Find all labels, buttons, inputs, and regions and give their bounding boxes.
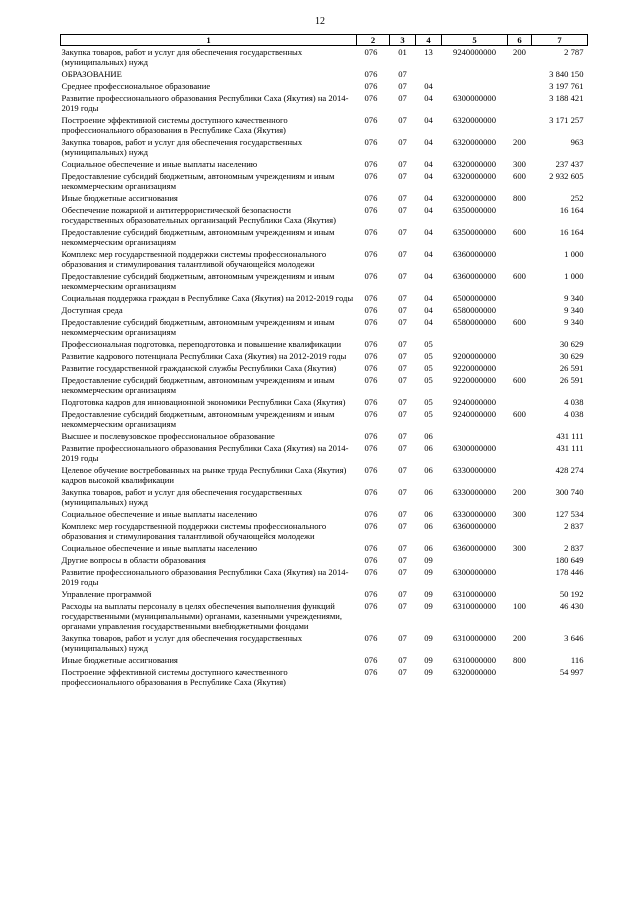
- column-header: 7: [532, 35, 588, 46]
- table-row: [61, 554, 588, 566]
- column-header: 6: [508, 35, 532, 46]
- row-expense-type: [508, 350, 532, 362]
- row-subsection: 09: [424, 589, 433, 599]
- row-target-article: 6320000000: [453, 193, 496, 203]
- row-name: Закупка товаров, работ и услуг для обеспечения государственных (муниципальных) нужд: [61, 487, 303, 507]
- table-row: [61, 80, 588, 92]
- row-subsection: 06: [424, 543, 433, 553]
- row-admin-code: 076: [364, 633, 378, 643]
- row-section: 07: [398, 601, 407, 611]
- row-amount: 1 000: [564, 249, 584, 259]
- row-section: 07: [398, 397, 407, 407]
- row-expense-type: [508, 666, 532, 688]
- row-admin-code: 076: [364, 409, 378, 419]
- row-target-article: 6330000000: [453, 465, 496, 475]
- row-subsection: 09: [424, 633, 433, 643]
- row-target-article: [442, 338, 508, 350]
- row-expense-type: [508, 304, 532, 316]
- row-amount: 2 932 605: [549, 171, 584, 181]
- row-expense-type: 600: [513, 171, 526, 181]
- row-admin-code: 076: [364, 567, 378, 577]
- table-row: [61, 338, 588, 350]
- row-expense-type: 200: [513, 487, 526, 497]
- row-amount: 54 997: [559, 667, 584, 677]
- row-expense-type: 200: [513, 47, 526, 57]
- row-section: 07: [398, 271, 407, 281]
- row-name: Закупка товаров, работ и услуг для обеспечения государственных (муниципальных) нужд: [61, 633, 303, 653]
- table-row: [61, 600, 588, 632]
- row-admin-code: 076: [364, 667, 378, 677]
- row-name: Закупка товаров, работ и услуг для обеспечения государственных (муниципальных) нужд: [61, 47, 303, 67]
- row-expense-type: [508, 292, 532, 304]
- row-amount: 127 534: [555, 509, 584, 519]
- row-admin-code: 076: [364, 397, 378, 407]
- table-row: [61, 442, 588, 464]
- row-name: ОБРАЗОВАНИЕ: [61, 69, 122, 79]
- row-name: Предоставление субсидий бюджетным, автономным учреждениям и иным некоммерческим организациям: [61, 375, 335, 395]
- row-section: 07: [398, 205, 407, 215]
- row-target-article: [442, 68, 508, 80]
- table-row: [61, 248, 588, 270]
- row-admin-code: 076: [364, 69, 378, 79]
- row-section: 07: [398, 465, 407, 475]
- row-expense-type: 300: [513, 159, 526, 169]
- row-section: 07: [398, 567, 407, 577]
- row-target-article: 6310000000: [453, 601, 496, 611]
- row-subsection: 06: [424, 443, 433, 453]
- row-name: Другие вопросы в области образования: [61, 555, 206, 565]
- row-amount: 2 787: [564, 47, 584, 57]
- row-target-article: 6310000000: [453, 589, 496, 599]
- row-target-article: [442, 430, 508, 442]
- row-target-article: [442, 554, 508, 566]
- row-subsection: 04: [424, 305, 433, 315]
- row-subsection: 06: [424, 465, 433, 475]
- row-subsection: 05: [424, 409, 433, 419]
- row-admin-code: 076: [364, 431, 378, 441]
- row-amount: 3 188 421: [549, 93, 584, 103]
- row-admin-code: 076: [364, 521, 378, 531]
- row-subsection: 05: [424, 339, 433, 349]
- row-admin-code: 076: [364, 205, 378, 215]
- row-admin-code: 076: [364, 509, 378, 519]
- row-subsection: 09: [424, 667, 433, 677]
- row-name: Развитие кадрового потенциала Республики Саха (Якутия) на 2012-2019 годы: [61, 351, 347, 361]
- budget-table: [60, 34, 588, 688]
- row-target-article: 6320000000: [453, 667, 496, 677]
- row-name: Предоставление субсидий бюджетным, автономным учреждениям и иным некоммерческим организациям: [61, 271, 335, 291]
- row-section: 07: [398, 317, 407, 327]
- table-row: [61, 304, 588, 316]
- row-expense-type: 600: [513, 227, 526, 237]
- row-amount: 30 629: [559, 351, 584, 361]
- row-admin-code: 076: [364, 351, 378, 361]
- row-name: Социальное обеспечение и иные выплаты населению: [61, 159, 258, 169]
- row-name: Комплекс мер государственной поддержки системы профессионального образования и стимулирования талантливой обучающейся молодежи: [61, 521, 327, 541]
- row-target-article: 6320000000: [453, 159, 496, 169]
- row-name: Целевое обучение востребованных на рынке труда Республики Саха (Якутия) кадров высокой квалификации: [61, 465, 347, 485]
- table-row: [61, 632, 588, 654]
- row-amount: 3 197 761: [549, 81, 584, 91]
- row-target-article: 9200000000: [453, 351, 496, 361]
- row-section: 07: [398, 409, 407, 419]
- table-row: [61, 396, 588, 408]
- row-amount: 180 649: [555, 555, 584, 565]
- row-amount: 16 164: [559, 227, 584, 237]
- row-amount: 46 430: [559, 601, 584, 611]
- row-admin-code: 076: [364, 375, 378, 385]
- table-row: [61, 486, 588, 508]
- row-amount: 2 837: [564, 521, 584, 531]
- table-row: [61, 654, 588, 666]
- row-amount: 16 164: [559, 205, 584, 215]
- row-name: Предоставление субсидий бюджетным, автономным учреждениям и иным некоммерческим организациям: [61, 227, 335, 247]
- row-target-article: 9240000000: [453, 47, 496, 57]
- row-name: Социальная поддержка граждан в Республике Саха (Якутия) на 2012-2019 годы: [61, 293, 354, 303]
- row-target-article: 6320000000: [453, 115, 496, 125]
- row-target-article: 6300000000: [453, 93, 496, 103]
- table-row: [61, 192, 588, 204]
- row-target-article: 6500000000: [453, 293, 496, 303]
- row-expense-type: [508, 338, 532, 350]
- row-subsection: 04: [424, 93, 433, 103]
- row-target-article: [442, 80, 508, 92]
- row-name: Расходы на выплаты персоналу в целях обеспечения выполнения функций государственными (муниципальными) органами, казенными учреждениями, органами управления государственными внебюджетными фондами: [61, 601, 343, 631]
- row-name: Подготовка кадров для инновационной экономики Республики Саха (Якутия): [61, 397, 346, 407]
- row-amount: 300 740: [555, 487, 584, 497]
- row-admin-code: 076: [364, 227, 378, 237]
- row-amount: 30 629: [559, 339, 584, 349]
- row-target-article: 6360000000: [453, 543, 496, 553]
- row-target-article: 6300000000: [453, 443, 496, 453]
- table-row: [61, 350, 588, 362]
- row-amount: 252: [570, 193, 584, 203]
- row-amount: 431 111: [556, 443, 584, 453]
- row-amount: 9 340: [564, 293, 584, 303]
- row-name: Среднее профессиональное образование: [61, 81, 211, 91]
- row-expense-type: [508, 520, 532, 542]
- row-target-article: 6310000000: [453, 633, 496, 643]
- row-name: Развитие профессионального образования Республики Саха (Якутия) на 2014-2019 годы: [61, 93, 349, 113]
- row-subsection: 04: [424, 317, 433, 327]
- row-admin-code: 076: [364, 81, 378, 91]
- row-section: 07: [398, 375, 407, 385]
- row-section: 07: [398, 521, 407, 531]
- row-expense-type: 600: [513, 271, 526, 281]
- row-name: Доступная среда: [61, 305, 123, 315]
- row-admin-code: 076: [364, 249, 378, 259]
- row-subsection: 09: [424, 601, 433, 611]
- row-admin-code: 076: [364, 159, 378, 169]
- table-row: [61, 520, 588, 542]
- row-admin-code: 076: [364, 487, 378, 497]
- row-amount: 178 446: [555, 567, 584, 577]
- row-expense-type: 200: [513, 137, 526, 147]
- row-admin-code: 076: [364, 555, 378, 565]
- row-subsection: 04: [424, 293, 433, 303]
- row-admin-code: 076: [364, 171, 378, 181]
- row-admin-code: 076: [364, 317, 378, 327]
- row-subsection: 06: [424, 431, 433, 441]
- row-section: 07: [398, 555, 407, 565]
- row-target-article: 6360000000: [453, 249, 496, 259]
- row-section: 07: [398, 351, 407, 361]
- row-name: Развитие профессионального образования Республики Саха (Якутия) на 2014-2019 годы: [61, 567, 349, 587]
- row-name: Построение эффективной системы доступного качественного профессионального образования в Республике Саха (Якутия): [61, 115, 288, 135]
- row-admin-code: 076: [364, 137, 378, 147]
- row-name: Обеспечение пожарной и антитеррористической безопасности государственных образовательных организаций Республики Саха (Якутия): [61, 205, 336, 225]
- table-row: [61, 430, 588, 442]
- row-subsection: 04: [424, 81, 433, 91]
- row-target-article: 6330000000: [453, 487, 496, 497]
- row-section: 07: [398, 93, 407, 103]
- row-section: 07: [398, 81, 407, 91]
- row-name: Построение эффективной системы доступного качественного профессионального образования в Республике Саха (Якутия): [61, 667, 288, 687]
- row-target-article: 9240000000: [453, 409, 496, 419]
- row-name: Иные бюджетные ассигнования: [61, 193, 178, 203]
- row-expense-type: 300: [513, 543, 526, 553]
- row-name: Развитие государственной гражданской службы Республики Саха (Якутия): [61, 363, 337, 373]
- row-expense-type: [508, 362, 532, 374]
- row-section: 07: [398, 509, 407, 519]
- row-section: 07: [398, 115, 407, 125]
- row-subsection: 04: [424, 193, 433, 203]
- row-expense-type: [508, 464, 532, 486]
- row-subsection: 09: [424, 555, 433, 565]
- row-admin-code: 076: [364, 271, 378, 281]
- row-expense-type: 600: [513, 375, 526, 385]
- row-expense-type: [508, 80, 532, 92]
- row-expense-type: [508, 566, 532, 588]
- row-expense-type: 800: [513, 193, 526, 203]
- row-name: Профессиональная подготовка, переподготовка и повышение квалификации: [61, 339, 342, 349]
- row-section: 07: [398, 589, 407, 599]
- row-expense-type: [508, 396, 532, 408]
- row-amount: 50 192: [559, 589, 584, 599]
- row-subsection: 09: [424, 567, 433, 577]
- row-section: 07: [398, 633, 407, 643]
- row-section: 07: [398, 293, 407, 303]
- row-target-article: 6360000000: [453, 271, 496, 281]
- table-row: [61, 204, 588, 226]
- row-amount: 1 000: [564, 271, 584, 281]
- row-amount: 3 171 257: [549, 115, 584, 125]
- row-expense-type: [508, 204, 532, 226]
- row-admin-code: 076: [364, 93, 378, 103]
- column-header: 5: [442, 35, 508, 46]
- row-expense-type: 600: [513, 409, 526, 419]
- row-section: 07: [398, 137, 407, 147]
- row-admin-code: 076: [364, 601, 378, 611]
- row-subsection: 04: [424, 249, 433, 259]
- column-header: 4: [416, 35, 442, 46]
- row-subsection: 09: [424, 655, 433, 665]
- column-header: 1: [61, 35, 357, 46]
- table-row: [61, 136, 588, 158]
- row-target-article: 6320000000: [453, 137, 496, 147]
- table-row: [61, 316, 588, 338]
- table-row: [61, 508, 588, 520]
- row-subsection: 04: [424, 115, 433, 125]
- row-section: 01: [398, 47, 407, 57]
- table-row: [61, 566, 588, 588]
- row-admin-code: 076: [364, 655, 378, 665]
- table-row: [61, 362, 588, 374]
- row-amount: 431 111: [556, 431, 584, 441]
- row-amount: 3 840 150: [549, 69, 584, 79]
- row-subsection: 04: [424, 159, 433, 169]
- page-number: 12: [315, 16, 325, 27]
- row-target-article: 9240000000: [453, 397, 496, 407]
- row-target-article: 6350000000: [453, 227, 496, 237]
- row-section: 07: [398, 339, 407, 349]
- table-row: [61, 374, 588, 396]
- row-target-article: 9220000000: [453, 363, 496, 373]
- row-amount: 116: [570, 655, 584, 665]
- row-section: 07: [398, 443, 407, 453]
- row-subsection: 04: [424, 171, 433, 181]
- row-amount: 9 340: [564, 305, 584, 315]
- row-name: Социальное обеспечение и иные выплаты населению: [61, 509, 258, 519]
- row-section: 07: [398, 69, 407, 79]
- row-target-article: 6310000000: [453, 655, 496, 665]
- row-subsection: 06: [424, 487, 433, 497]
- row-target-article: 6580000000: [453, 305, 496, 315]
- row-name: Предоставление субсидий бюджетным, автономным учреждениям и иным некоммерческим организациям: [61, 317, 335, 337]
- row-expense-type: [508, 248, 532, 270]
- row-target-article: 6360000000: [453, 521, 496, 531]
- table-row: [61, 114, 588, 136]
- row-section: 07: [398, 171, 407, 181]
- row-admin-code: 076: [364, 193, 378, 203]
- row-name: Предоставление субсидий бюджетным, автономным учреждениям и иным некоммерческим организациям: [61, 171, 335, 191]
- row-amount: 26 591: [559, 363, 584, 373]
- row-admin-code: 076: [364, 363, 378, 373]
- row-admin-code: 076: [364, 339, 378, 349]
- row-subsection: 05: [424, 351, 433, 361]
- table-row: [61, 170, 588, 192]
- row-amount: 26 591: [559, 375, 584, 385]
- row-name: Социальное обеспечение и иные выплаты населению: [61, 543, 258, 553]
- row-admin-code: 076: [364, 465, 378, 475]
- row-target-article: 9220000000: [453, 375, 496, 385]
- row-subsection: 13: [424, 47, 433, 57]
- row-subsection: 06: [424, 509, 433, 519]
- row-subsection: [416, 68, 442, 80]
- row-target-article: 6350000000: [453, 205, 496, 215]
- row-name: Закупка товаров, работ и услуг для обеспечения государственных (муниципальных) нужд: [61, 137, 303, 157]
- row-section: 07: [398, 159, 407, 169]
- row-expense-type: [508, 68, 532, 80]
- row-expense-type: [508, 554, 532, 566]
- row-name: Предоставление субсидий бюджетным, автономным учреждениям и иным некоммерческим организациям: [61, 409, 335, 429]
- table-row: [61, 68, 588, 80]
- row-subsection: 04: [424, 271, 433, 281]
- row-admin-code: 076: [364, 543, 378, 553]
- table-row: [61, 666, 588, 688]
- row-section: 07: [398, 667, 407, 677]
- row-section: 07: [398, 431, 407, 441]
- row-target-article: 6580000000: [453, 317, 496, 327]
- row-admin-code: 076: [364, 115, 378, 125]
- row-amount: 3 646: [564, 633, 584, 643]
- row-amount: 9 340: [564, 317, 584, 327]
- row-subsection: 04: [424, 137, 433, 147]
- row-admin-code: 076: [364, 443, 378, 453]
- table-row: [61, 270, 588, 292]
- row-expense-type: [508, 442, 532, 464]
- table-row: [61, 226, 588, 248]
- row-expense-type: 100: [513, 601, 526, 611]
- row-target-article: 6320000000: [453, 171, 496, 181]
- row-section: 07: [398, 655, 407, 665]
- row-section: 07: [398, 249, 407, 259]
- row-expense-type: [508, 430, 532, 442]
- row-admin-code: 076: [364, 305, 378, 315]
- row-amount: 428 274: [555, 465, 584, 475]
- row-amount: 4 038: [564, 397, 584, 407]
- row-expense-type: 800: [513, 655, 526, 665]
- row-section: 07: [398, 363, 407, 373]
- table-row: [61, 292, 588, 304]
- row-subsection: 04: [424, 205, 433, 215]
- row-subsection: 05: [424, 363, 433, 373]
- table-row: [61, 46, 588, 69]
- row-section: 07: [398, 487, 407, 497]
- table-row: [61, 542, 588, 554]
- row-target-article: 6330000000: [453, 509, 496, 519]
- row-name: Развитие профессионального образования Республики Саха (Якутия) на 2014-2019 годы: [61, 443, 349, 463]
- table-body: [61, 46, 588, 689]
- row-subsection: 06: [424, 521, 433, 531]
- row-expense-type: [508, 588, 532, 600]
- table-row: [61, 464, 588, 486]
- row-amount: 963: [570, 137, 584, 147]
- row-name: Управление программой: [61, 589, 152, 599]
- table-row: [61, 588, 588, 600]
- row-subsection: 05: [424, 397, 433, 407]
- table-row: [61, 92, 588, 114]
- row-section: 07: [398, 193, 407, 203]
- table-row: [61, 158, 588, 170]
- row-subsection: 05: [424, 375, 433, 385]
- row-name: Высшее и послевузовское профессиональное образование: [61, 431, 275, 441]
- row-amount: 237 437: [555, 159, 584, 169]
- row-section: 07: [398, 305, 407, 315]
- row-expense-type: 300: [513, 509, 526, 519]
- column-header: 3: [390, 35, 416, 46]
- row-subsection: 04: [424, 227, 433, 237]
- row-section: 07: [398, 227, 407, 237]
- row-expense-type: 600: [513, 317, 526, 327]
- row-admin-code: 076: [364, 293, 378, 303]
- row-expense-type: 200: [513, 633, 526, 643]
- row-amount: 2 837: [564, 543, 584, 553]
- row-name: Иные бюджетные ассигнования: [61, 655, 178, 665]
- row-expense-type: [508, 92, 532, 114]
- row-expense-type: [508, 114, 532, 136]
- table-row: [61, 408, 588, 430]
- row-name: Комплекс мер государственной поддержки системы профессионального образования и стимулирования талантливой обучающейся молодежи: [61, 249, 327, 269]
- column-header: 2: [357, 35, 390, 46]
- row-target-article: 6300000000: [453, 567, 496, 577]
- row-amount: 4 038: [564, 409, 584, 419]
- row-section: 07: [398, 543, 407, 553]
- row-admin-code: 076: [364, 47, 378, 57]
- header-row: [61, 35, 588, 46]
- row-admin-code: 076: [364, 589, 378, 599]
